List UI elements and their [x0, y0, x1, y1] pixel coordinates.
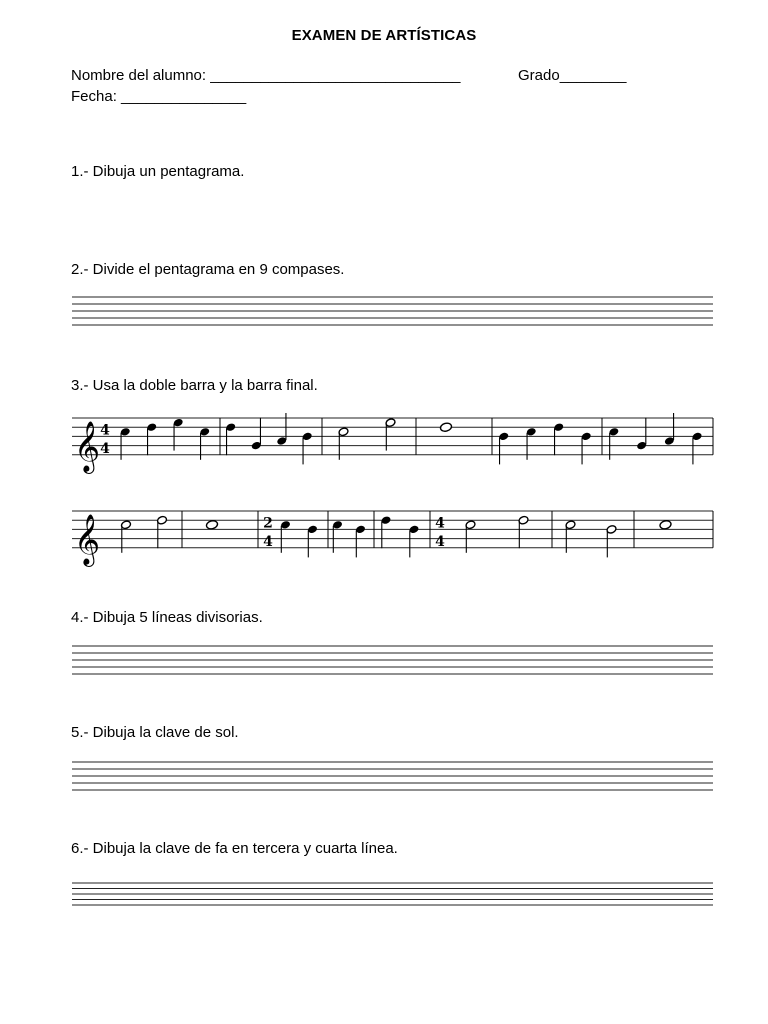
student-name-field: Nombre del alumno: ______________________________ [71, 67, 461, 84]
music-staff-row-2 [72, 497, 716, 567]
note [156, 515, 167, 548]
note [440, 422, 453, 432]
treble-clef-icon: 𝄞 [74, 513, 101, 565]
note [146, 422, 157, 455]
grade-field: Grado________ [518, 67, 627, 84]
note [302, 432, 313, 465]
time-signature-top: 2 [263, 515, 273, 532]
time-signature-bottom: 4 [100, 440, 110, 457]
note [408, 525, 419, 558]
question-3: 3.- Usa la doble barra y la barra final. [71, 377, 318, 394]
note [206, 520, 219, 530]
note [355, 525, 366, 558]
time-signature-top: 4 [100, 422, 110, 439]
time-signature-bottom: 4 [435, 533, 445, 550]
note [251, 418, 262, 451]
blank-staff-q6 [72, 882, 714, 908]
note [659, 520, 672, 530]
question-6: 6.- Dibuja la clave de fa en tercera y cuarta línea. [71, 840, 398, 857]
blank-staff-q2 [72, 296, 714, 328]
note [225, 422, 236, 455]
note [518, 515, 529, 548]
date-field: Fecha: _______________ [71, 88, 247, 105]
treble-clef-icon: 𝄞 [74, 420, 101, 472]
whole-note-head [440, 422, 453, 432]
note [581, 432, 592, 465]
note [692, 432, 703, 465]
blank-staff-q4 [72, 645, 714, 677]
note [307, 525, 318, 558]
question-4: 4.- Dibuja 5 líneas divisorias. [71, 609, 263, 626]
time-signature-bottom: 4 [263, 533, 273, 550]
exam-title: EXAMEN DE ARTÍSTICAS [291, 27, 477, 44]
note [636, 418, 647, 451]
question-2: 2.- Divide el pentagrama en 9 compases. [71, 261, 345, 278]
music-staff-row-1 [72, 404, 716, 474]
question-5: 5.- Dibuja la clave de sol. [71, 724, 239, 741]
whole-note-head [659, 520, 672, 530]
time-signature-top: 4 [435, 515, 445, 532]
note [380, 515, 391, 548]
blank-staff-q5 [72, 761, 714, 793]
note [553, 422, 564, 455]
note [498, 432, 509, 465]
note [606, 525, 617, 558]
whole-note-head [206, 520, 219, 530]
question-1: 1.- Dibuja un pentagrama. [71, 163, 245, 180]
